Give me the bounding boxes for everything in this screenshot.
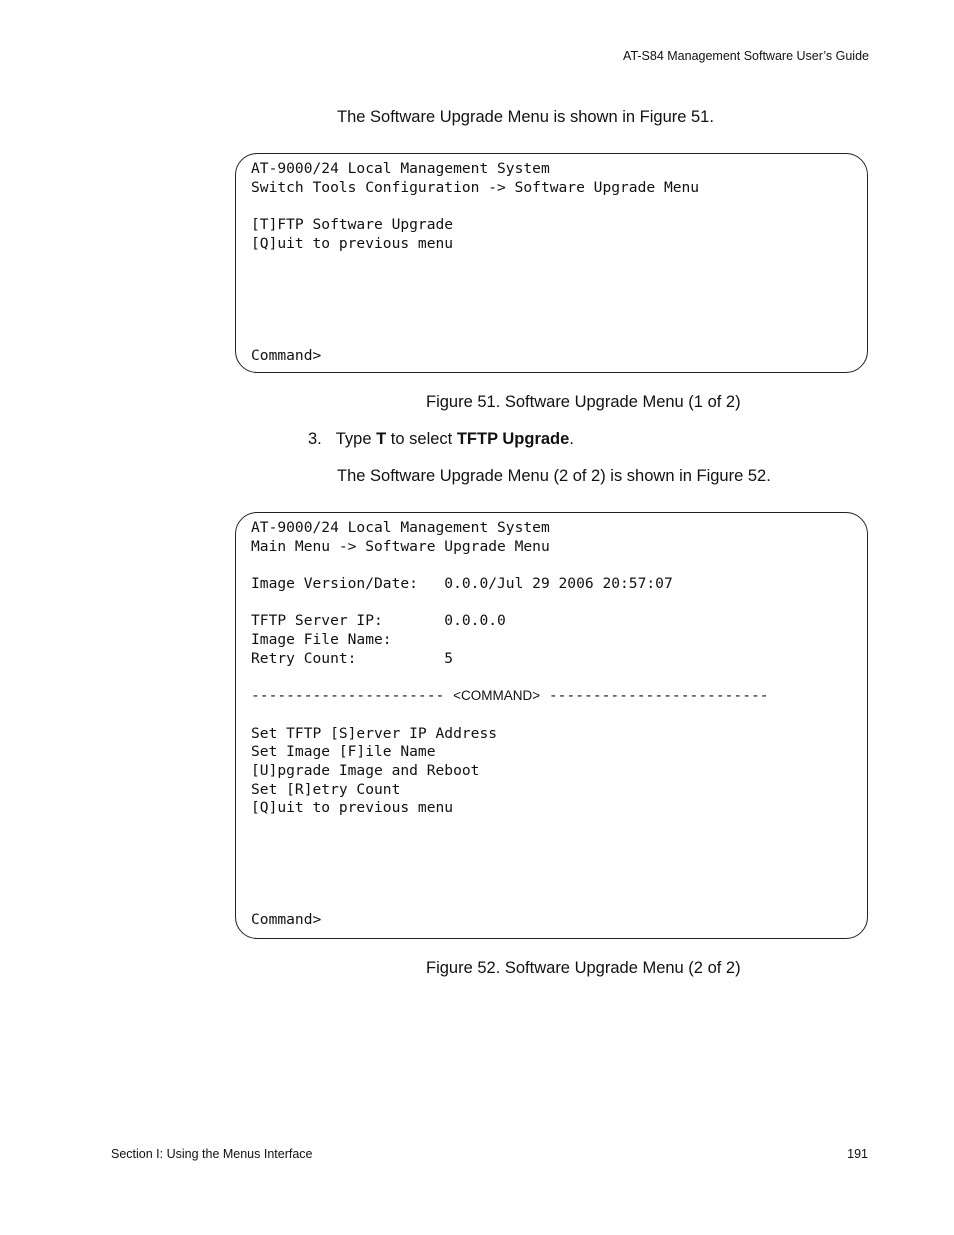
terminal-blank-line	[251, 310, 699, 329]
system-title-line: AT-9000/24 Local Management System	[251, 519, 550, 536]
figure51-terminal-text	[251, 160, 699, 366]
image-version-line	[251, 575, 769, 594]
divider-command-tag: <COMMAND>	[453, 688, 541, 704]
menu-item-file-name: Set Image [F]ile Name	[251, 743, 436, 761]
tftp-server-value: 0.0.0.0	[444, 612, 506, 630]
terminal-blank-line	[251, 291, 699, 310]
terminal-blank-line	[251, 328, 699, 347]
figure51-caption: Figure 51. Software Upgrade Menu (1 of 2)	[426, 393, 741, 411]
divider-left: ----------------------	[251, 687, 454, 705]
intro-figure52: The Software Upgrade Menu (2 of 2) is shown in Figure 52.	[337, 467, 771, 485]
image-version-label: Image Version/Date:	[251, 575, 445, 593]
figure52-caption: Figure 52. Software Upgrade Menu (2 of 2)	[426, 959, 741, 977]
terminal-line: Command>	[251, 346, 322, 364]
page-number: 191	[847, 1147, 868, 1161]
step-option: TFTP Upgrade	[456, 430, 570, 448]
terminal-line: [T]FTP Software Upgrade	[251, 216, 454, 234]
retry-count-value: 5	[444, 649, 454, 667]
retry-count-line	[251, 650, 769, 669]
command-prompt: Command>	[251, 911, 322, 929]
step-number: 3.	[308, 430, 322, 448]
terminal-line: AT-9000/24 Local Management System	[251, 160, 550, 177]
retry-count-label: Retry Count:	[251, 649, 445, 667]
step-key: T	[376, 430, 387, 448]
running-header: AT-S84 Management Software User’s Guide	[623, 49, 869, 63]
menu-item-retry: Set [R]etry Count	[251, 780, 401, 798]
tftp-server-label: TFTP Server IP:	[251, 612, 445, 630]
menu-item-server-ip: Set TFTP [S]erver IP Address	[251, 724, 498, 742]
terminal-blank-line	[251, 197, 699, 216]
image-file-line	[251, 631, 769, 650]
step-suffix: .	[569, 430, 574, 448]
step-3	[308, 430, 574, 449]
figure51-terminal	[235, 153, 868, 373]
breadcrumb-line: Main Menu -> Software Upgrade Menu	[251, 537, 550, 555]
terminal-blank-line	[251, 272, 699, 291]
footer-section: Section I: Using the Menus Interface	[111, 1147, 313, 1161]
menu-item-quit: [Q]uit to previous menu	[251, 799, 454, 817]
menu-item-upgrade: [U]pgrade Image and Reboot	[251, 761, 480, 779]
image-file-label: Image File Name:	[251, 631, 392, 649]
terminal-line: [Q]uit to previous menu	[251, 234, 454, 252]
step-middle: to select	[386, 430, 457, 448]
figure52-terminal	[235, 512, 868, 939]
image-version-value: 0.0.0/Jul 29 2006 20:57:07	[444, 575, 673, 593]
step-prefix: Type	[335, 430, 377, 448]
divider-right: -------------------------	[540, 687, 769, 705]
terminal-line: Switch Tools Configuration -> Software Upgrade Menu	[251, 178, 700, 196]
intro-figure51: The Software Upgrade Menu is shown in Figure 51.	[337, 108, 714, 126]
command-divider	[251, 687, 769, 706]
figure52-terminal-text	[251, 519, 769, 930]
tftp-server-line	[251, 612, 769, 631]
terminal-blank-line	[251, 253, 699, 272]
